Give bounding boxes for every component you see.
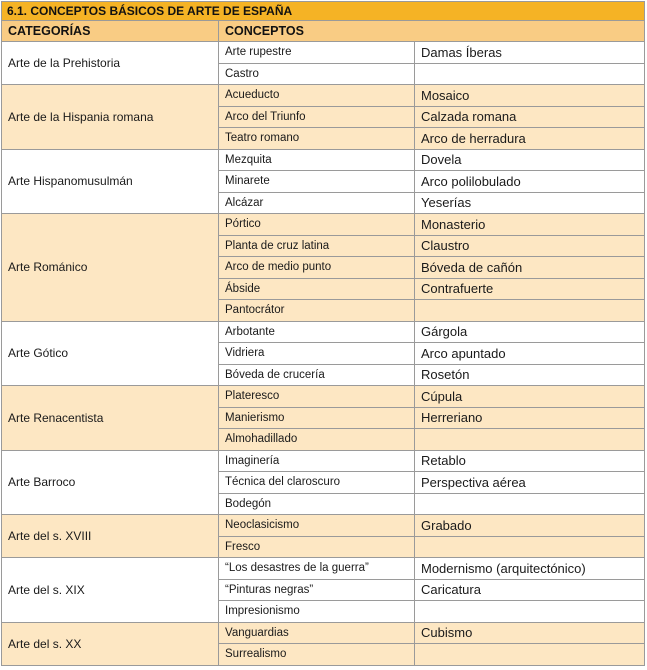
table-row <box>2 515 645 537</box>
concept-cell: Contrafuerte <box>415 278 645 300</box>
concept-cell: Pórtico <box>219 214 415 236</box>
concept-cell: Acueducto <box>219 85 415 107</box>
concept-cell: Claustro <box>415 235 645 257</box>
concept-cell: Plateresco <box>219 386 415 408</box>
category-cell: Arte del s. XX <box>2 622 219 665</box>
concept-cell <box>415 601 645 623</box>
concept-cell: Calzada romana <box>415 106 645 128</box>
table-title-row <box>2 2 645 21</box>
concept-cell: Retablo <box>415 450 645 472</box>
concept-cell: Dovela <box>415 149 645 171</box>
table-row <box>2 85 645 107</box>
category-cell: Arte Renacentista <box>2 386 219 451</box>
concept-cell: Arco polilobulado <box>415 171 645 193</box>
concept-cell: Modernismo (arquitectónico) <box>415 558 645 580</box>
concept-cell: Minarete <box>219 171 415 193</box>
concept-cell <box>415 536 645 558</box>
concept-cell: Fresco <box>219 536 415 558</box>
category-cell: Arte de la Hispania romana <box>2 85 219 150</box>
category-cell: Arte Gótico <box>2 321 219 386</box>
concept-cell: Gárgola <box>415 321 645 343</box>
table-row <box>2 558 645 580</box>
concept-cell: Alcázar <box>219 192 415 214</box>
concept-cell: Técnica del claroscuro <box>219 472 415 494</box>
concept-cell: Impresionismo <box>219 601 415 623</box>
concept-cell: Bóveda de crucería <box>219 364 415 386</box>
concept-cell: Teatro romano <box>219 128 415 150</box>
table-row <box>2 450 645 472</box>
concept-cell <box>415 63 645 85</box>
concept-cell: Castro <box>219 63 415 85</box>
category-cell: Arte del s. XVIII <box>2 515 219 558</box>
concept-cell: Herreriano <box>415 407 645 429</box>
table-row <box>2 321 645 343</box>
concept-cell: Vidriera <box>219 343 415 365</box>
concept-cell <box>415 644 645 666</box>
concept-cell: Grabado <box>415 515 645 537</box>
concept-cell: Damas Íberas <box>415 42 645 64</box>
category-cell: Arte de la Prehistoria <box>2 42 219 85</box>
category-cell: Arte del s. XIX <box>2 558 219 623</box>
concept-cell: Ábside <box>219 278 415 300</box>
concept-cell: Mezquita <box>219 149 415 171</box>
table-title: 6.1. CONCEPTOS BÁSICOS DE ARTE DE ESPAÑA <box>2 2 645 21</box>
category-cell: Arte Barroco <box>2 450 219 515</box>
category-cell: Arte Románico <box>2 214 219 322</box>
header-categorias: CATEGORÍAS <box>2 21 219 42</box>
concept-cell: Arco del Triunfo <box>219 106 415 128</box>
conceptos-table <box>1 1 645 666</box>
concept-cell <box>415 300 645 322</box>
concept-cell: Vanguardias <box>219 622 415 644</box>
concept-cell: Mosaico <box>415 85 645 107</box>
concept-cell: “Los desastres de la guerra” <box>219 558 415 580</box>
concept-cell: Arco de herradura <box>415 128 645 150</box>
concept-cell: Caricatura <box>415 579 645 601</box>
table-row <box>2 42 645 64</box>
concept-cell: Planta de cruz latina <box>219 235 415 257</box>
concept-cell: Arte rupestre <box>219 42 415 64</box>
table-body <box>2 42 645 666</box>
concept-cell: Manierismo <box>219 407 415 429</box>
concept-cell: Perspectiva aérea <box>415 472 645 494</box>
concept-cell: Arco de medio punto <box>219 257 415 279</box>
concept-cell: Neoclasicismo <box>219 515 415 537</box>
concept-cell: Rosetón <box>415 364 645 386</box>
table-row <box>2 214 645 236</box>
concept-cell <box>415 493 645 515</box>
concept-cell: Bodegón <box>219 493 415 515</box>
header-conceptos: CONCEPTOS <box>219 21 645 42</box>
concept-cell: Cúpula <box>415 386 645 408</box>
concept-cell <box>415 429 645 451</box>
concept-cell: Surrealismo <box>219 644 415 666</box>
concept-cell: Yeserías <box>415 192 645 214</box>
concept-cell: Cubismo <box>415 622 645 644</box>
concept-cell: Imaginería <box>219 450 415 472</box>
concept-cell: Bóveda de cañón <box>415 257 645 279</box>
category-cell: Arte Hispanomusulmán <box>2 149 219 214</box>
table-row <box>2 149 645 171</box>
table-container <box>1 1 645 666</box>
concept-cell: Arco apuntado <box>415 343 645 365</box>
table-row <box>2 622 645 644</box>
table-header-row <box>2 21 645 42</box>
concept-cell: Almohadillado <box>219 429 415 451</box>
concept-cell: “Pinturas negras” <box>219 579 415 601</box>
table-row <box>2 386 645 408</box>
concept-cell: Monasterio <box>415 214 645 236</box>
concept-cell: Arbotante <box>219 321 415 343</box>
concept-cell: Pantocrátor <box>219 300 415 322</box>
